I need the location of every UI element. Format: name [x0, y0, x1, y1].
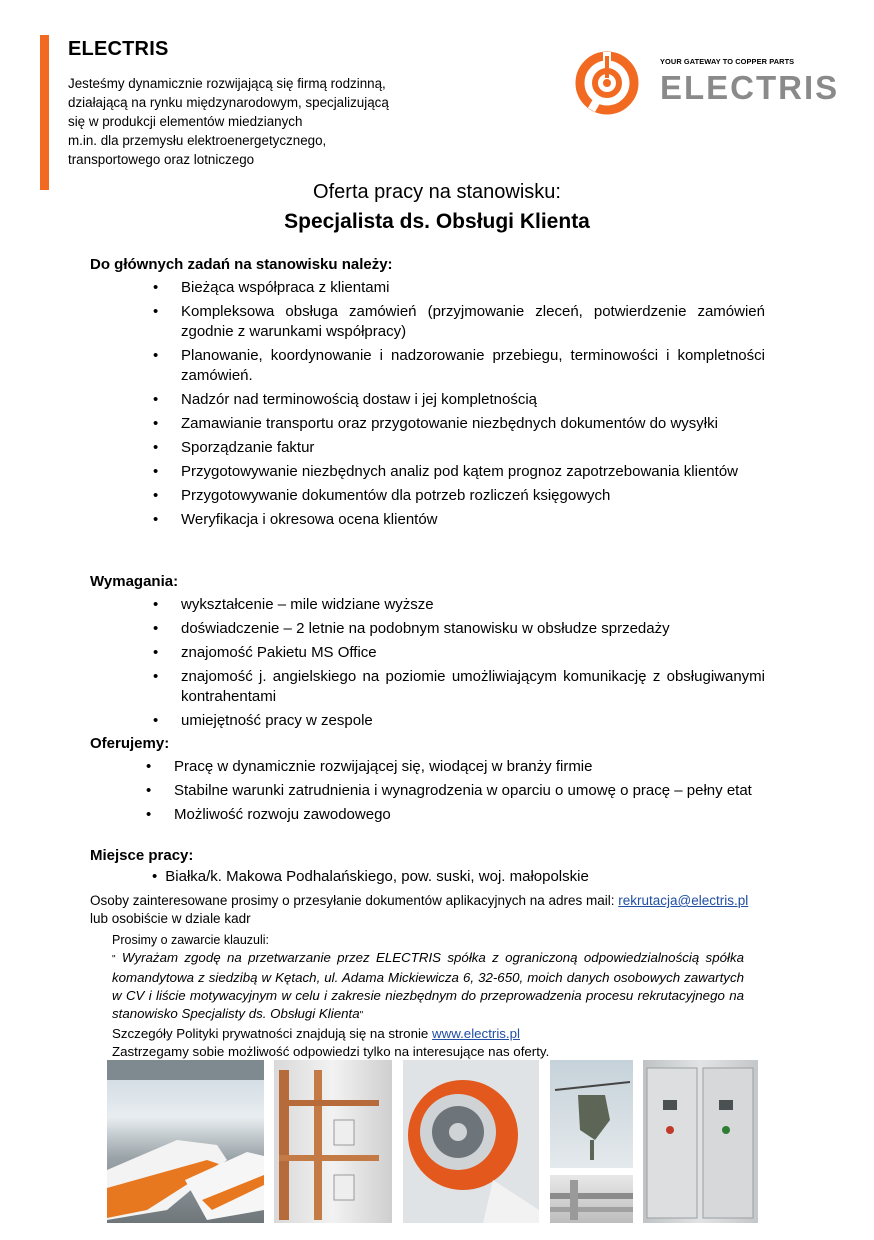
list-item: • Weryfikacja i okresowa ocena klientów: [153, 511, 438, 528]
list-item: • doświadczenie – 2 letnie na podobnym stanowisku w obsłudze sprzedaży: [153, 620, 670, 637]
list-item: • Bieżąca współpraca z klientami: [153, 279, 390, 296]
logo-wordmark: ELECTRIS: [660, 69, 840, 106]
switchgear-photo: [643, 1060, 758, 1223]
location-heading: Miejsce pracy:: [90, 847, 194, 864]
contact-paragraph: Osoby zainteresowane prosimy o przesyłanie dokumentów aplikacyjnych na adres mail: rekrutacja@electris.pl lub osobiście w dziale kadr: [90, 893, 749, 926]
train-photo: [107, 1060, 264, 1223]
company-name: ELECTRIS: [68, 38, 169, 60]
requirements-heading: Wymagania:: [90, 573, 179, 590]
logo-emblem-icon: [574, 50, 640, 116]
list-item: • Przygotowywanie dokumentów dla potrzeb rozliczeń księgowych: [153, 487, 611, 504]
reserve-note: Zastrzegamy sobie możliwość odpowiedzi tylko na interesujące nas oferty.: [112, 1044, 550, 1059]
list-item: • umiejętność pracy w zespole: [153, 712, 373, 729]
list-item: • Planowanie, koordynowanie i nadzorowanie przebiegu, terminowości i kompletności zamówień.: [153, 347, 765, 384]
list-item: • Przygotowywanie niezbędnych analiz pod kątem prognoz zapotrzebowania klientów: [153, 463, 738, 480]
list-item: • znajomość j. angielskiego na poziomie umożliwiającym komunikację z obsługiwanymi kontrahentami: [153, 668, 765, 705]
clause-intro: Prosimy o zawarcie klauzuli:: [112, 933, 269, 947]
intro-line: Jesteśmy dynamicznie rozwijającą się firmą rodzinną,: [68, 76, 386, 91]
duties-list: [153, 278, 765, 530]
company-intro: [68, 74, 488, 169]
intro-line: działającą na rynku międzynarodowym, specjalizującą: [68, 95, 389, 110]
list-item: • Nadzór nad terminowością dostaw i jej kompletnością: [153, 391, 538, 408]
consent-clause: [112, 931, 744, 1061]
helicopter-photo: [550, 1060, 633, 1168]
duties-heading: Do głównych zadań na stanowisku należy:: [90, 256, 393, 273]
list-item: • Zamawianie transportu oraz przygotowanie niezbędnych dokumentów do wysyłki: [153, 415, 718, 432]
clause-quote: " Wyrażam zgodę na przetwarzanie przez ELECTRIS spółka z ograniczoną odpowiedzialnością spółka komandytowa z siedzibą w Kętach, ul. Adama Mickiewicza 6, 32-650, moich danych osobowych zawartych w CV i liście motywacyjnym w celu i zakresie niezbędnym do przeprowadzenia procesu rekrutacyjnego na stanowisko Specjalisty ds. Obsługi Klienta": [112, 950, 744, 1021]
list-item: • znajomość Pakietu MS Office: [153, 644, 377, 661]
location-item: • Białka/k. Makowa Podhalańskiego, pow. suski, woj. małopolskie: [152, 868, 589, 885]
list-item: • wykształcenie – mile widziane wyższe: [153, 596, 434, 613]
offer-heading: Oferta pracy na stanowisku:: [313, 181, 561, 203]
list-item: • Pracę w dynamicznie rozwijającej się, wiodącej w branży firmie: [146, 758, 593, 775]
intro-line: m.in. dla przemysłu elektroenergetycznego,: [68, 133, 327, 148]
logo-tagline: YOUR GATEWAY TO COPPER PARTS: [660, 57, 795, 66]
list-item: • Możliwość rozwoju zawodowego: [146, 806, 391, 823]
busbar-cabinet-photo: [274, 1060, 392, 1223]
industrial-pipes-photo: [550, 1175, 633, 1223]
benefits-list: [146, 757, 765, 825]
website-link[interactable]: www.electris.pl: [432, 1026, 520, 1041]
list-item: • Stabilne warunki zatrudnienia i wynagrodzenia w oparciu o umowę o pracę – pełny etat: [146, 782, 752, 799]
requirements-list: [153, 595, 765, 731]
intro-line: transportowego oraz lotniczego: [68, 152, 255, 167]
list-item: • Sporządzanie faktur: [153, 439, 315, 456]
jet-engine-photo: [403, 1060, 539, 1223]
privacy-line: Szczegóły Polityki prywatności znajdują się na stronie www.electris.pl: [112, 1026, 520, 1041]
accent-bar: [40, 35, 49, 190]
intro-line: się w produkcji elementów miedzianych: [68, 114, 303, 129]
email-link[interactable]: rekrutacja@electris.pl: [618, 893, 749, 908]
list-item: • Kompleksowa obsługa zamówień (przyjmowanie zleceń, potwierdzenie zamówień zgodnie z warunkami współpracy): [153, 303, 765, 340]
benefits-heading: Oferujemy:: [90, 735, 170, 752]
position-title: Specjalista ds. Obsługi Klienta: [284, 210, 590, 233]
